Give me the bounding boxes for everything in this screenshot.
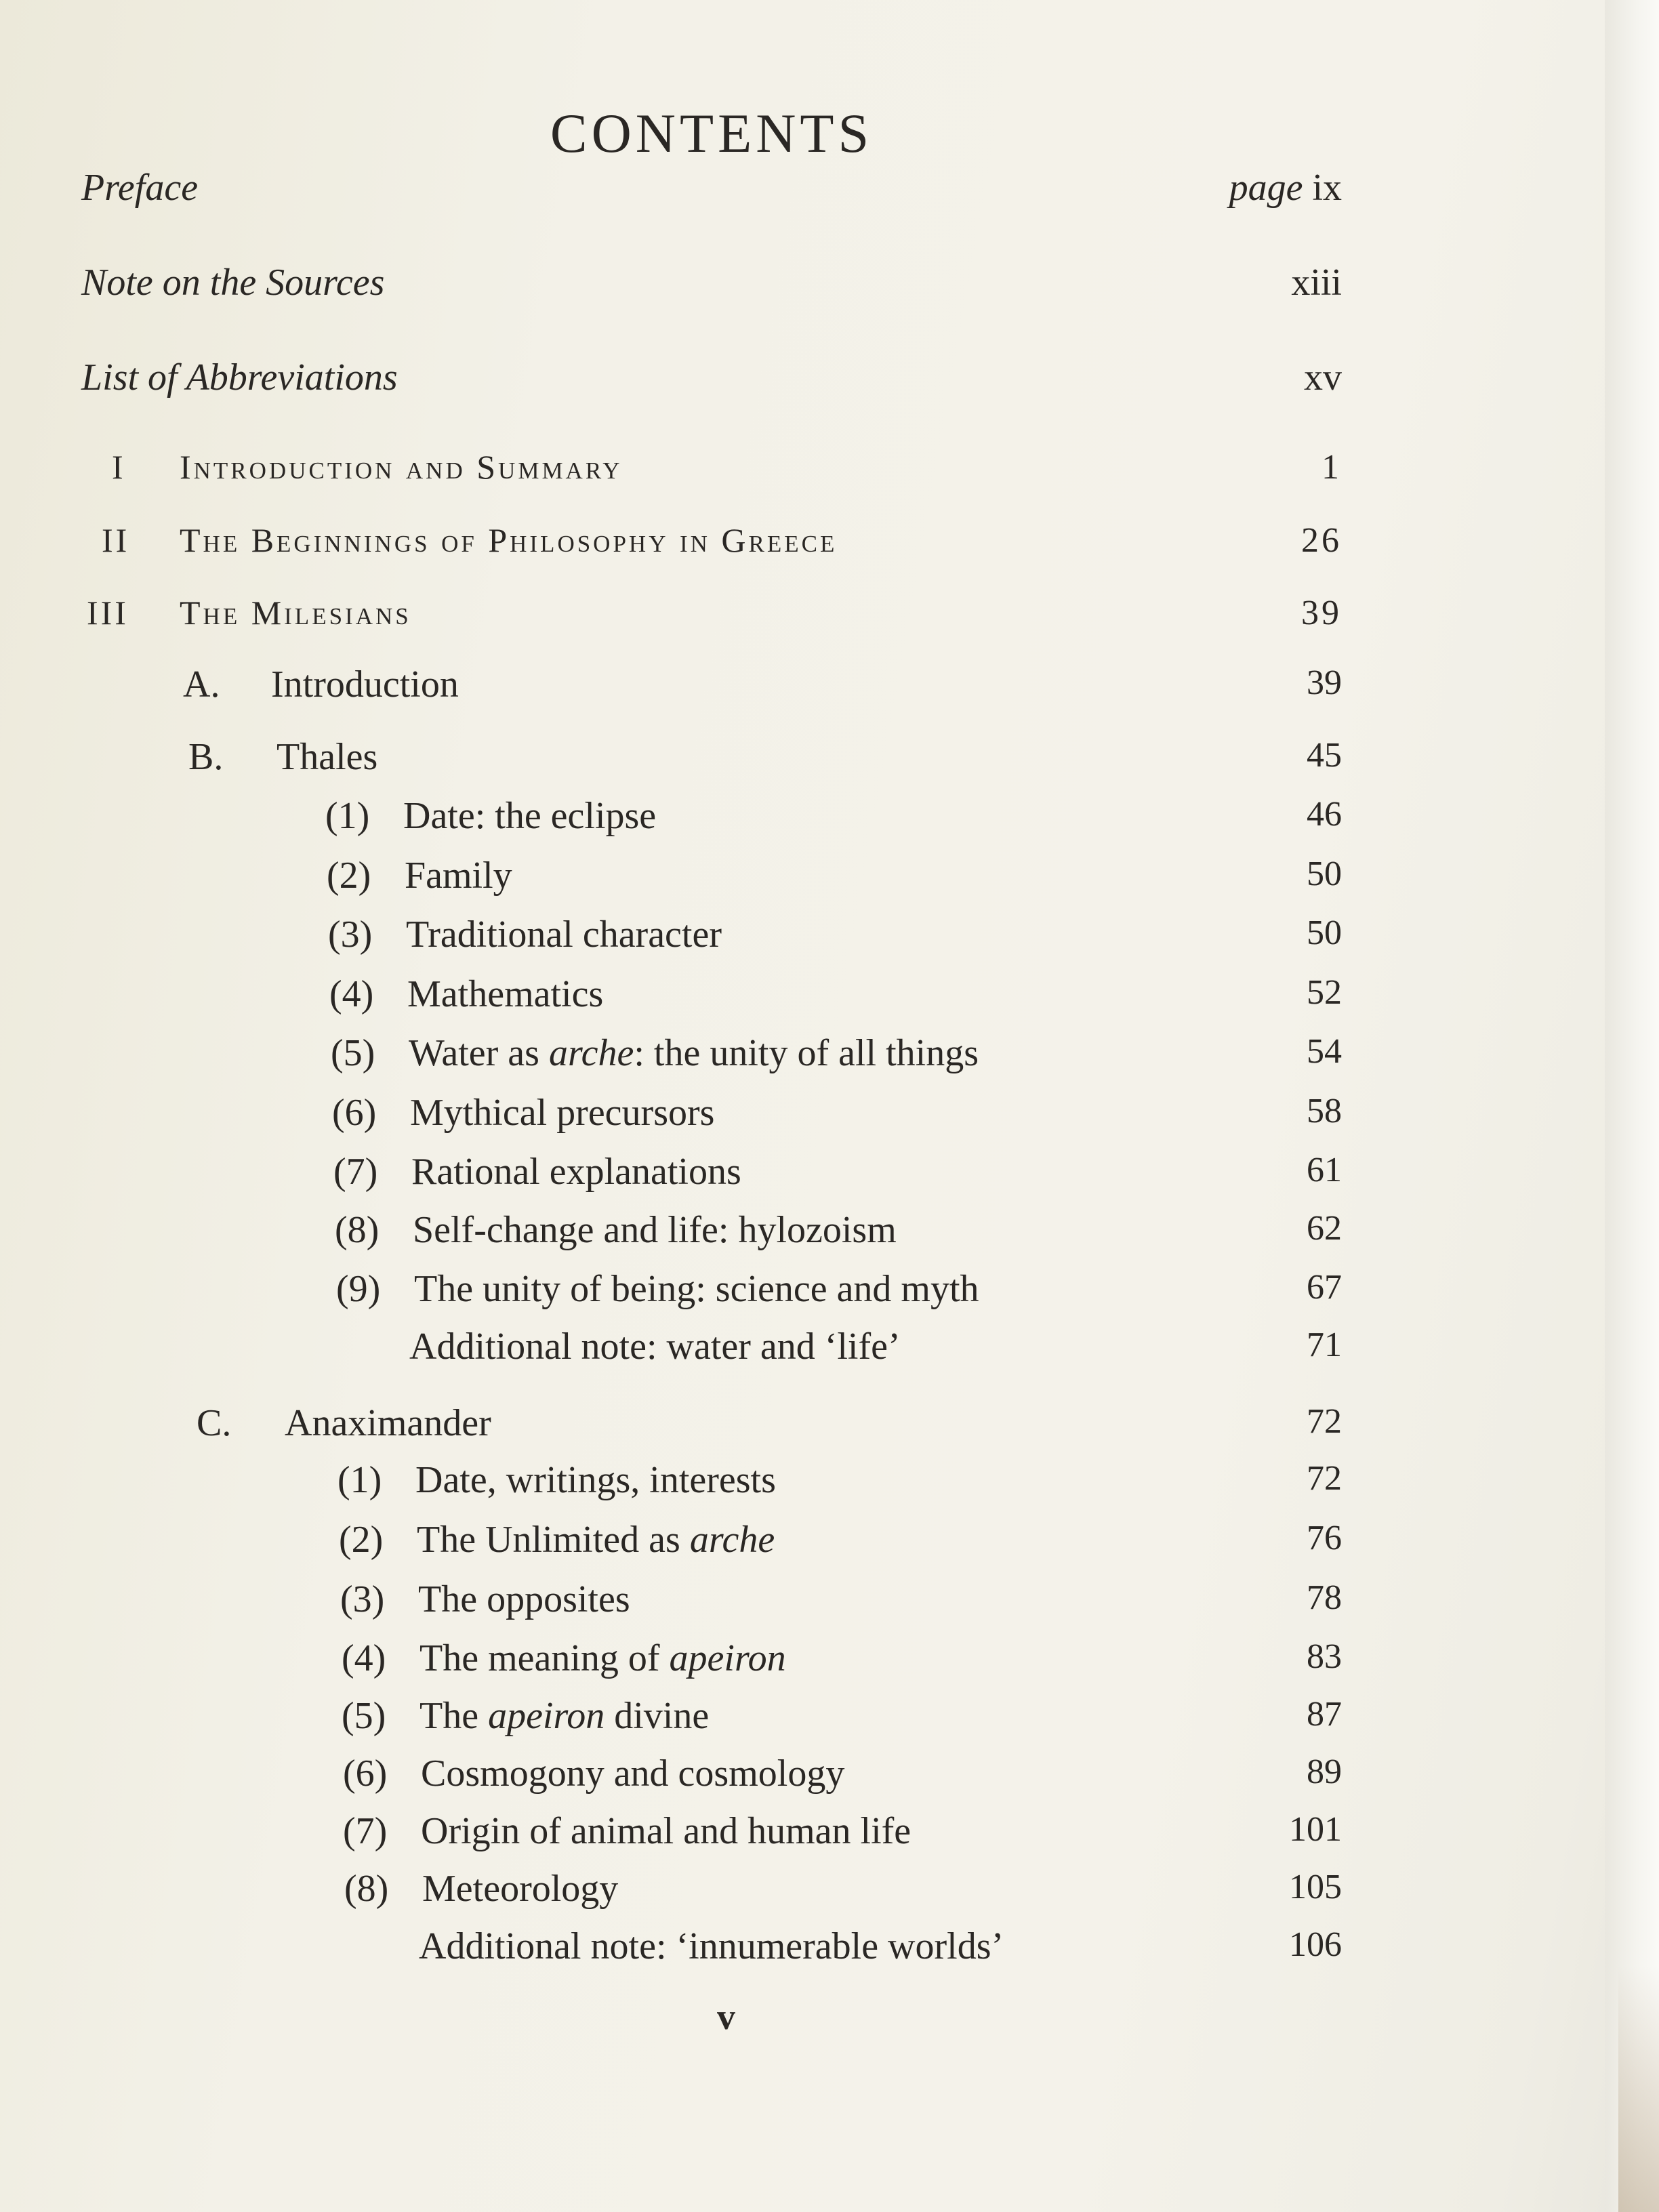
chapter-page: 39 (1301, 594, 1342, 632)
subsection-number: (3) (340, 1578, 385, 1620)
subsection-page: 61 (1307, 1151, 1342, 1189)
subsection-title: Origin of animal and human life (421, 1810, 912, 1852)
toc-additional-note (409, 1325, 1342, 1368)
subsection-number: (6) (343, 1753, 388, 1795)
title-italic: arche (548, 1032, 634, 1074)
subsection-number: (1) (325, 795, 370, 837)
title-text: The (419, 1695, 489, 1737)
toc-entry-label: Preface (81, 167, 199, 209)
subsection-title: Family (405, 855, 512, 897)
subsection-title: Meteorology (422, 1868, 619, 1910)
subsection-page: 72 (1307, 1459, 1342, 1498)
toc-chapter-2 (102, 520, 1342, 560)
subsection-title: Mythical precursors (410, 1092, 715, 1134)
title-text: divine (605, 1695, 710, 1737)
subsection-page: 46 (1307, 795, 1342, 834)
subsection-number: (7) (343, 1810, 388, 1852)
section-title: Anaximander (285, 1402, 491, 1444)
toc-subsection (339, 1518, 1342, 1561)
toc-additional-note (419, 1925, 1342, 1968)
subsection-page: 52 (1307, 973, 1342, 1012)
subsection-title: The unity of being: science and myth (414, 1268, 979, 1310)
subsection-page: 58 (1307, 1092, 1342, 1130)
subsection-title: Mathematics (407, 973, 604, 1015)
subsection-page: 67 (1307, 1268, 1342, 1307)
subsection-number: (5) (342, 1695, 386, 1737)
subsection-page: 50 (1307, 855, 1342, 893)
subsection-number: (4) (342, 1637, 386, 1679)
toc-subsection (329, 972, 1342, 1016)
title-italic: apeiron (488, 1695, 605, 1737)
toc-entry-page: xiii (1291, 262, 1342, 304)
note-page: 106 (1289, 1925, 1342, 1964)
section-letter: A. (183, 663, 220, 705)
subsection-number: (9) (336, 1268, 381, 1310)
subsection-title: Rational explanations (411, 1151, 741, 1193)
toc-chapter-1 (112, 447, 1342, 487)
toc-entry-label: List of Abbreviations (81, 356, 398, 398)
subsection-page: 76 (1307, 1519, 1342, 1557)
chapter-title: The Beginnings of Philosophy in Greece (180, 521, 838, 559)
subsection-page: 87 (1307, 1695, 1342, 1734)
subsection-page: 105 (1289, 1868, 1342, 1906)
subsection-page: 101 (1289, 1810, 1342, 1849)
subsection-number: (3) (328, 914, 373, 956)
toc-subsection (328, 913, 1342, 956)
section-letter: B. (188, 736, 224, 778)
toc-subsection (342, 1694, 1342, 1738)
toc-subsection (343, 1809, 1342, 1853)
page-edge-shadow (1618, 1965, 1659, 2212)
subsection-title (409, 1032, 979, 1074)
toc-subsection (331, 1031, 1342, 1075)
toc-subsection (337, 1458, 1342, 1502)
subsection-number: (8) (344, 1868, 389, 1910)
page-title: CONTENTS (550, 102, 874, 164)
subsection-title (419, 1695, 709, 1737)
subsection-title: Date: the eclipse (403, 795, 657, 837)
chapter-page: 26 (1301, 521, 1342, 560)
note-title: Additional note: water and ‘life’ (409, 1326, 901, 1368)
toc-entry-note-on-sources (81, 261, 1342, 304)
section-letter: C. (197, 1402, 232, 1444)
toc-subsection (344, 1867, 1342, 1910)
toc-section-introduction (183, 663, 1342, 706)
toc-subsection (342, 1637, 1342, 1680)
subsection-title (417, 1519, 775, 1561)
subsection-number: (4) (329, 973, 374, 1015)
page-prefix: page (1229, 167, 1303, 209)
toc-subsection (332, 1091, 1342, 1134)
subsection-title: The opposites (418, 1578, 630, 1620)
section-title: Introduction (271, 663, 459, 705)
note-page: 71 (1307, 1326, 1342, 1364)
chapter-title: Introduction and Summary (180, 448, 623, 486)
subsection-title: Self-change and life: hylozoism (413, 1209, 897, 1251)
subsection-title (419, 1637, 786, 1679)
subsection-page: 83 (1307, 1637, 1342, 1676)
chapter-number: II (102, 521, 130, 559)
toc-subsection (325, 794, 1342, 838)
subsection-number: (8) (335, 1209, 380, 1251)
page-edge (1605, 0, 1659, 2212)
title-italic: apeiron (669, 1637, 786, 1679)
chapter-number: III (87, 594, 129, 632)
subsection-number: (6) (332, 1092, 377, 1134)
toc-subsection (327, 854, 1342, 897)
toc-subsection (340, 1578, 1342, 1621)
toc-entry-page: xv (1304, 356, 1342, 398)
page-number: ix (1312, 167, 1342, 209)
chapter-title: The Milesians (180, 594, 411, 632)
section-page: 39 (1307, 663, 1342, 702)
subsection-page: 62 (1307, 1209, 1342, 1248)
subsection-number: (1) (337, 1459, 382, 1501)
toc-section-thales (188, 735, 1342, 779)
subsection-page: 78 (1307, 1578, 1342, 1617)
subsection-title: Date, writings, interests (415, 1459, 776, 1501)
page-folio: v (717, 1996, 735, 2037)
title-text: Water as (409, 1032, 549, 1074)
section-title: Thales (276, 736, 378, 778)
subsection-page: 50 (1307, 914, 1342, 952)
subsection-number: (5) (331, 1032, 375, 1074)
subsection-number: (7) (333, 1151, 378, 1193)
subsection-title: Traditional character (406, 914, 722, 956)
subsection-page: 54 (1307, 1032, 1342, 1071)
toc-subsection (333, 1150, 1342, 1193)
chapter-page: 1 (1322, 448, 1342, 487)
subsection-number: (2) (327, 855, 371, 897)
title-text: The meaning of (419, 1637, 670, 1679)
note-title: Additional note: ‘innumerable worlds’ (419, 1925, 1004, 1967)
section-page: 72 (1307, 1402, 1342, 1441)
toc-subsection (335, 1208, 1342, 1252)
title-text: The Unlimited as (417, 1519, 690, 1561)
toc-entry-abbreviations (81, 356, 1342, 399)
toc-section-anaximander (197, 1401, 1342, 1445)
subsection-page: 89 (1307, 1753, 1342, 1791)
toc-entry-label: Note on the Sources (81, 262, 385, 304)
toc-entry-page (1229, 166, 1342, 209)
chapter-number: I (112, 448, 126, 486)
title-text: : the unity of all things (634, 1032, 979, 1074)
title-italic: arche (689, 1519, 775, 1561)
subsection-title: Cosmogony and cosmology (421, 1753, 845, 1795)
section-page: 45 (1307, 736, 1342, 775)
toc-subsection (336, 1267, 1342, 1311)
subsection-number: (2) (339, 1519, 384, 1561)
toc-chapter-3 (87, 593, 1342, 633)
toc-subsection (343, 1752, 1342, 1795)
toc-entry-preface (81, 166, 1342, 209)
